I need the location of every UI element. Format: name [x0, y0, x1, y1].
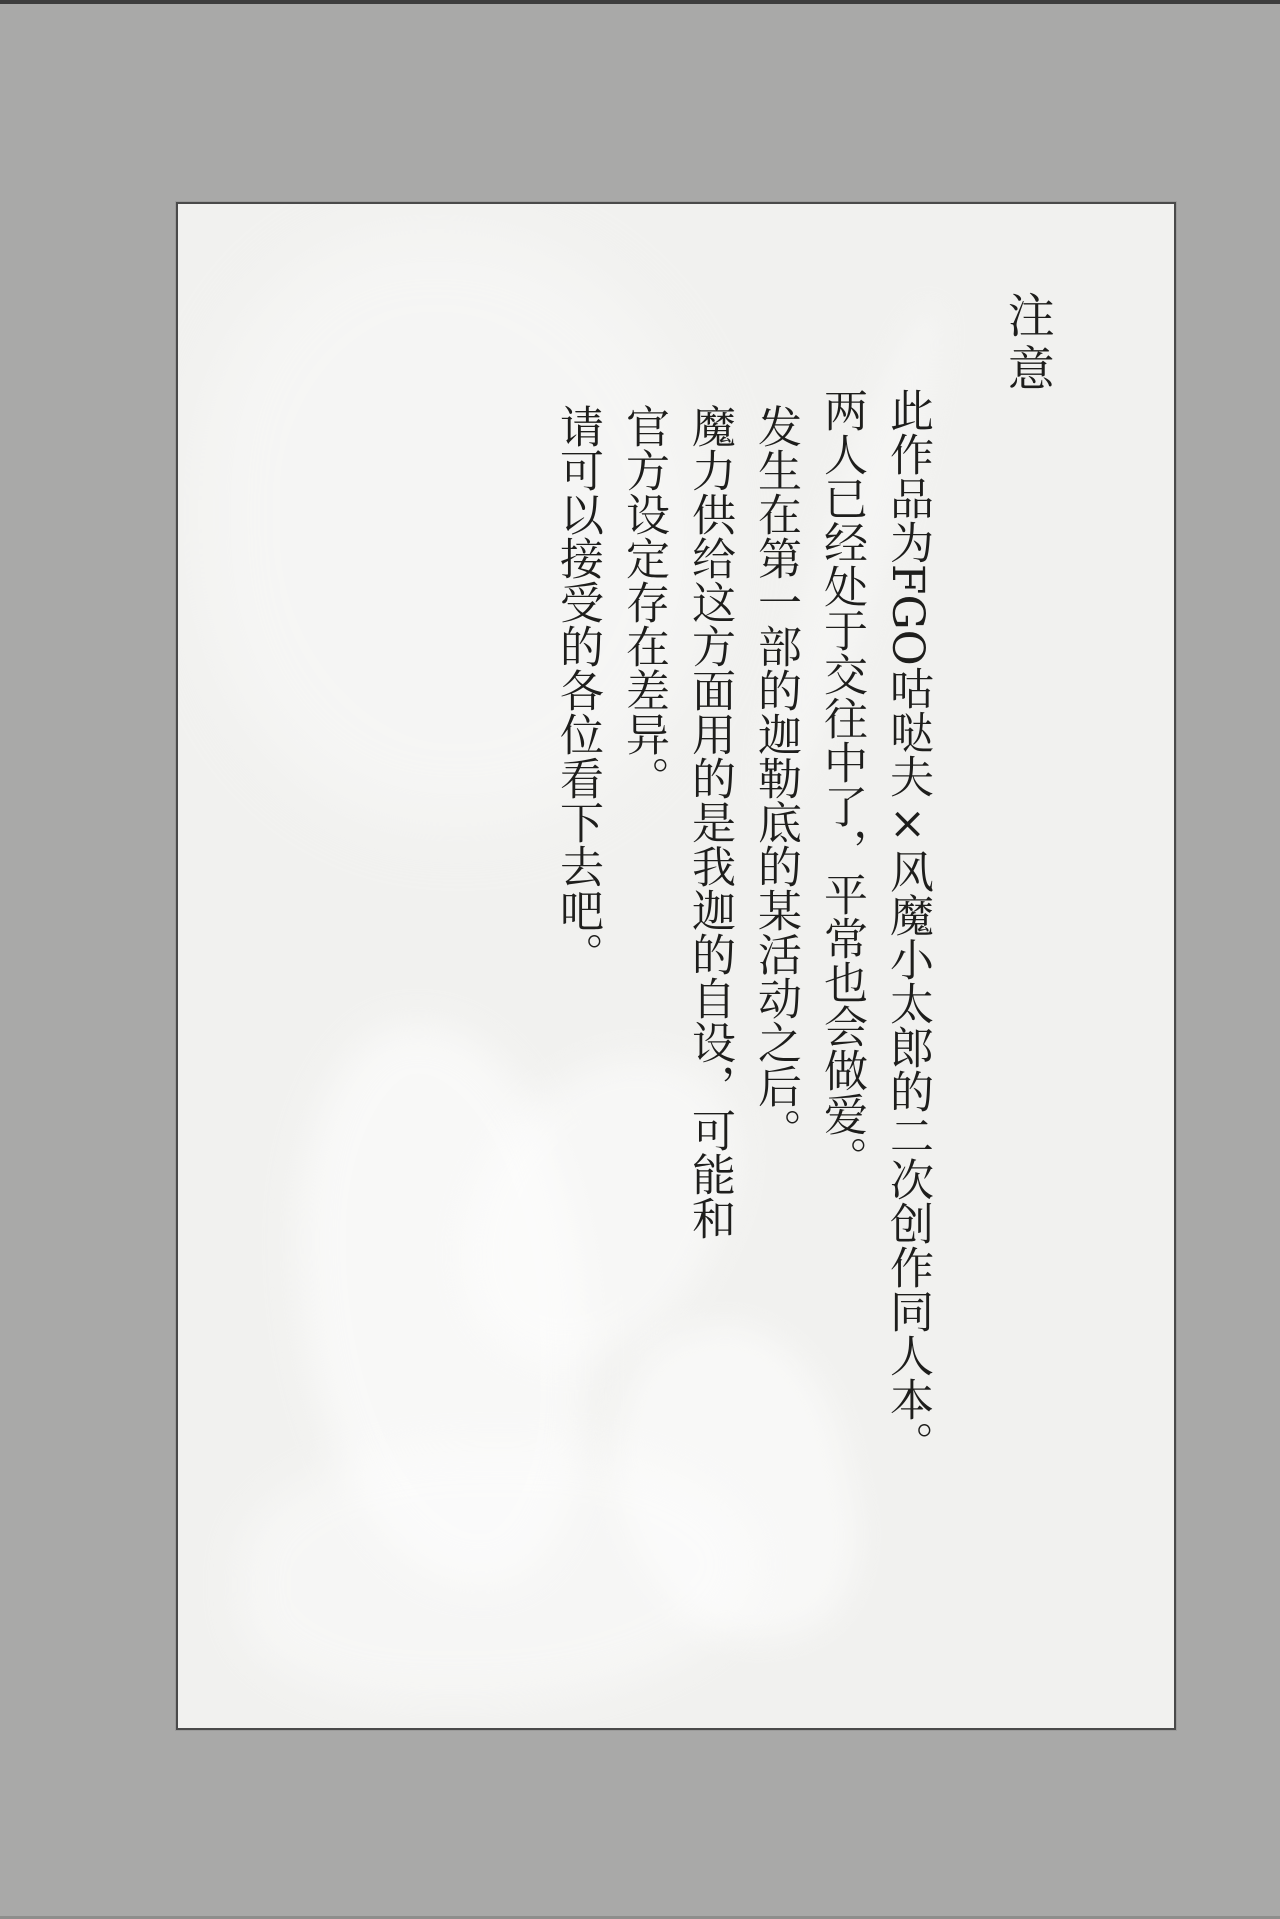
text-line-4: 魔力供给这方面用的是我迦的自设，可能和 — [684, 404, 735, 1240]
text-line-2: 两人已经处于交往中了，平常也会做爱。 — [816, 388, 867, 1180]
text-line-5: 官方设定存在差异。 — [618, 404, 669, 800]
notice-page — [176, 202, 1176, 1730]
page-title: 注意 — [999, 291, 1055, 397]
scan-top-edge — [0, 0, 1280, 4]
text-line-1: 此作品为FGO咕哒夫×风魔小太郎的二次创作同人本。 — [882, 388, 933, 1465]
notice-text — [544, 388, 940, 1658]
text-line-3: 发生在第一部的迦勒底的某活动之后。 — [750, 404, 801, 1152]
text-line-6: 请可以接受的各位看下去吧。 — [552, 404, 603, 976]
